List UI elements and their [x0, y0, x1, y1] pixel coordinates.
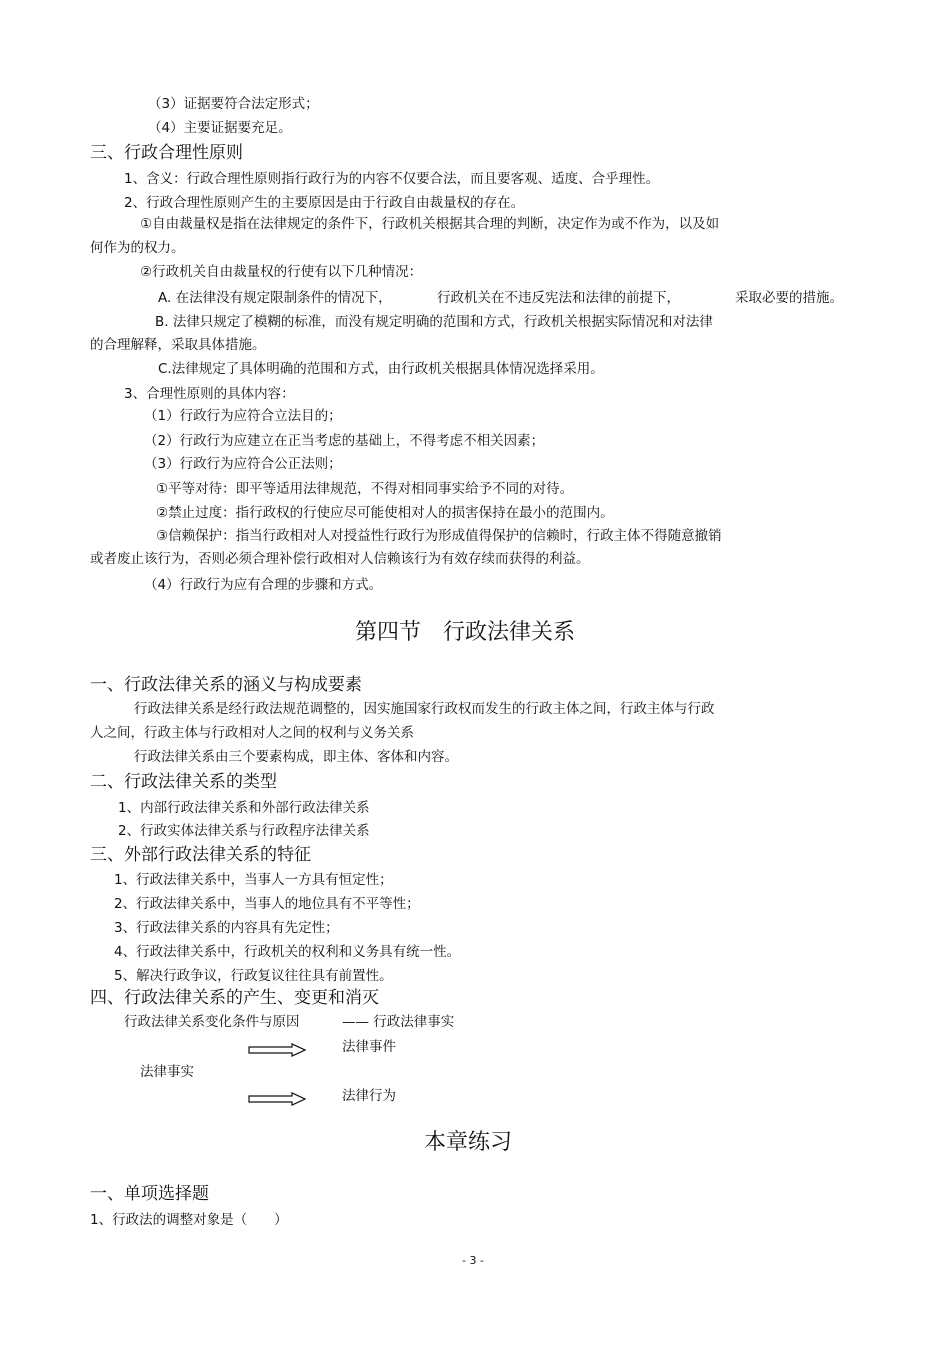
- text-line: 采取必要的措施。: [735, 290, 843, 306]
- section-heading: 三、行政合理性原则: [90, 143, 243, 163]
- section-title: 本章练习: [424, 1130, 513, 1155]
- text-line: ③信赖保护：指当行政相对人对授益性行政行为形成值得保护的信赖时，行政主体不得随意撤销: [156, 528, 722, 544]
- text-line: 行政法律关系由三个要素构成，即主体、客体和内容。: [134, 749, 458, 765]
- text-line: 1、行政法律关系中，当事人一方具有恒定性；: [114, 872, 393, 888]
- text-line: 行政法律关系是经行政法规范调整的，因实施国家行政权而发生的行政主体之间，行政主体与行政: [134, 701, 715, 717]
- text-line: C.法律规定了具体明确的范围和方式，由行政机关根据具体情况选择采用。: [158, 361, 604, 377]
- text-line: 2、行政法律关系中，当事人的地位具有不平等性；: [114, 896, 420, 912]
- section-heading: 四、行政法律关系的产生、变更和消灭: [90, 988, 379, 1008]
- text-line: ②禁止过度：指行政权的行使应尽可能使相对人的损害保持在最小的范围内。: [156, 505, 614, 521]
- text-line: 法律行为: [342, 1088, 396, 1104]
- text-line: B. 法律只规定了模糊的标准，而没有规定明确的范围和方式，行政机关根据实际情况和对法律: [155, 314, 713, 330]
- double-right-arrow-icon: [248, 1043, 306, 1057]
- text-line: 3、行政法律关系的内容具有先定性；: [114, 920, 339, 936]
- text-line: （1）行政行为应符合立法目的；: [144, 408, 342, 424]
- text-line: 何作为的权力。: [90, 240, 185, 256]
- text-line: 4、行政法律关系中，行政机关的权利和义务具有统一性。: [114, 944, 461, 960]
- text-line: ①平等对待：即平等适用法律规范，不得对相同事实给予不同的对待。: [156, 481, 574, 497]
- text-line: —— 行政法律事实: [342, 1014, 455, 1030]
- section-heading: 二、行政法律关系的类型: [90, 772, 277, 792]
- text-line: 行政法律关系变化条件与原因: [124, 1014, 300, 1030]
- text-line: ②行政机关自由裁量权的行使有以下几种情况：: [140, 264, 423, 280]
- text-line: （4）主要证据要充足。: [148, 120, 292, 136]
- text-line: 行政机关在不违反宪法和法律的前提下，: [437, 290, 680, 306]
- section-heading: 三、外部行政法律关系的特征: [90, 845, 311, 865]
- text-line: 1、含义：行政合理性原则指行政行为的内容不仅要合法，而且要客观、适度、合乎理性。: [124, 171, 660, 187]
- text-line: 5、解决行政争议，行政复议往往具有前置性。: [114, 968, 393, 984]
- text-line: 人之间，行政主体与行政相对人之间的权利与义务关系: [90, 725, 414, 741]
- section-title: 第四节 行政法律关系: [355, 620, 576, 645]
- text-line: 法律事件: [342, 1039, 396, 1055]
- text-line: （4）行政行为应有合理的步骤和方式。: [144, 577, 383, 593]
- text-line: （3）证据要符合法定形式；: [148, 96, 319, 112]
- text-line: 法律事实: [140, 1064, 194, 1080]
- text-line: 2、行政合理性原则产生的主要原因是由于行政自由裁量权的存在。: [124, 195, 525, 211]
- text-line: 或者废止该行为，否则必须合理补偿行政相对人信赖该行为有效存续而获得的利益。: [90, 551, 590, 567]
- text-line: （2）行政行为应建立在正当考虑的基础上，不得考虑不相关因素；: [144, 433, 545, 449]
- text-line: A. 在法律没有规定限制条件的情况下，: [158, 290, 392, 306]
- text-line: 1、行政法的调整对象是（ ）: [90, 1212, 288, 1228]
- text-line: 3、合理性原则的具体内容：: [124, 386, 295, 402]
- double-right-arrow-icon: [248, 1092, 306, 1106]
- text-line: ①自由裁量权是指在法律规定的条件下，行政机关根据其合理的判断，决定作为或不作为，以及如: [140, 216, 720, 232]
- section-heading: 一、单项选择题: [90, 1184, 209, 1204]
- section-heading: 一、行政法律关系的涵义与构成要素: [90, 675, 362, 695]
- text-line: 的合理解释，采取具体措施。: [90, 337, 266, 353]
- text-line: 1、内部行政法律关系和外部行政法律关系: [118, 800, 370, 816]
- page-number: - 3 -: [462, 1254, 484, 1267]
- text-line: 2、行政实体法律关系与行政程序法律关系: [118, 823, 370, 839]
- text-line: （3）行政行为应符合公正法则；: [144, 456, 342, 472]
